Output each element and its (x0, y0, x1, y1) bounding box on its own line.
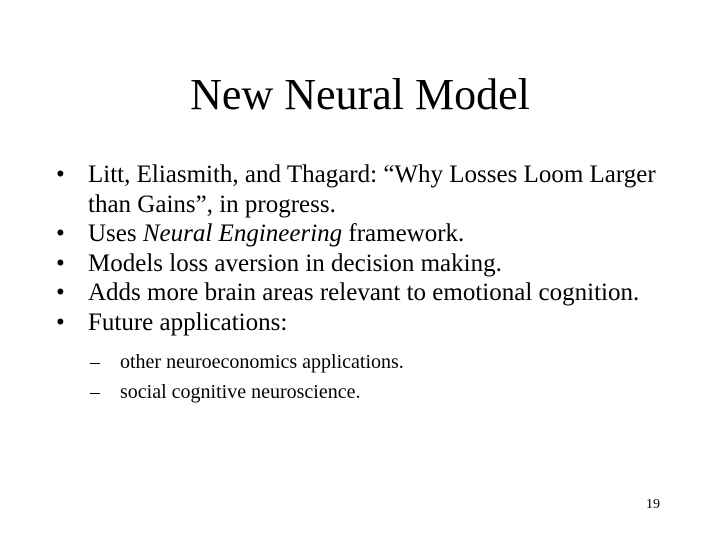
slide-title: New Neural Model (190, 70, 530, 119)
sub-bullet-item (90, 347, 676, 377)
sub-bullet-text: other neuroeconomics applications. (120, 351, 404, 373)
bullet-marker: • (56, 249, 65, 277)
bullet-text-emphasis: Neural Engineering (142, 220, 343, 247)
bullet-marker: • (56, 161, 65, 188)
sub-bullet-marker: – (90, 381, 100, 403)
bullet-item (56, 219, 676, 249)
sub-bullet-text: social cognitive neuroscience. (120, 381, 361, 403)
sub-bullet-marker: – (90, 351, 100, 373)
bullet-text: Litt, Eliasmith, and Thagard: “Why Losses Loom Larger than Gains”, in progress. (88, 161, 656, 218)
sub-bullet-list (88, 347, 676, 407)
bullet-item (56, 249, 676, 279)
bullet-item (56, 160, 676, 219)
bullet-list (56, 160, 676, 407)
sub-bullet-item (90, 377, 676, 407)
bullet-item (56, 308, 676, 408)
bullet-text: Uses (88, 220, 143, 247)
bullet-text: Adds more brain areas relevant to emotional cognition. (88, 279, 640, 306)
bullet-text: framework. (342, 220, 465, 247)
bullet-marker: • (56, 308, 65, 336)
bullet-text: Models loss aversion in decision making. (88, 249, 502, 277)
bullet-text: Future applications: (88, 308, 288, 336)
bullet-marker: • (56, 220, 65, 247)
bullet-item (56, 278, 676, 308)
bullet-marker: • (56, 279, 65, 306)
page-number: 19 (646, 497, 660, 512)
